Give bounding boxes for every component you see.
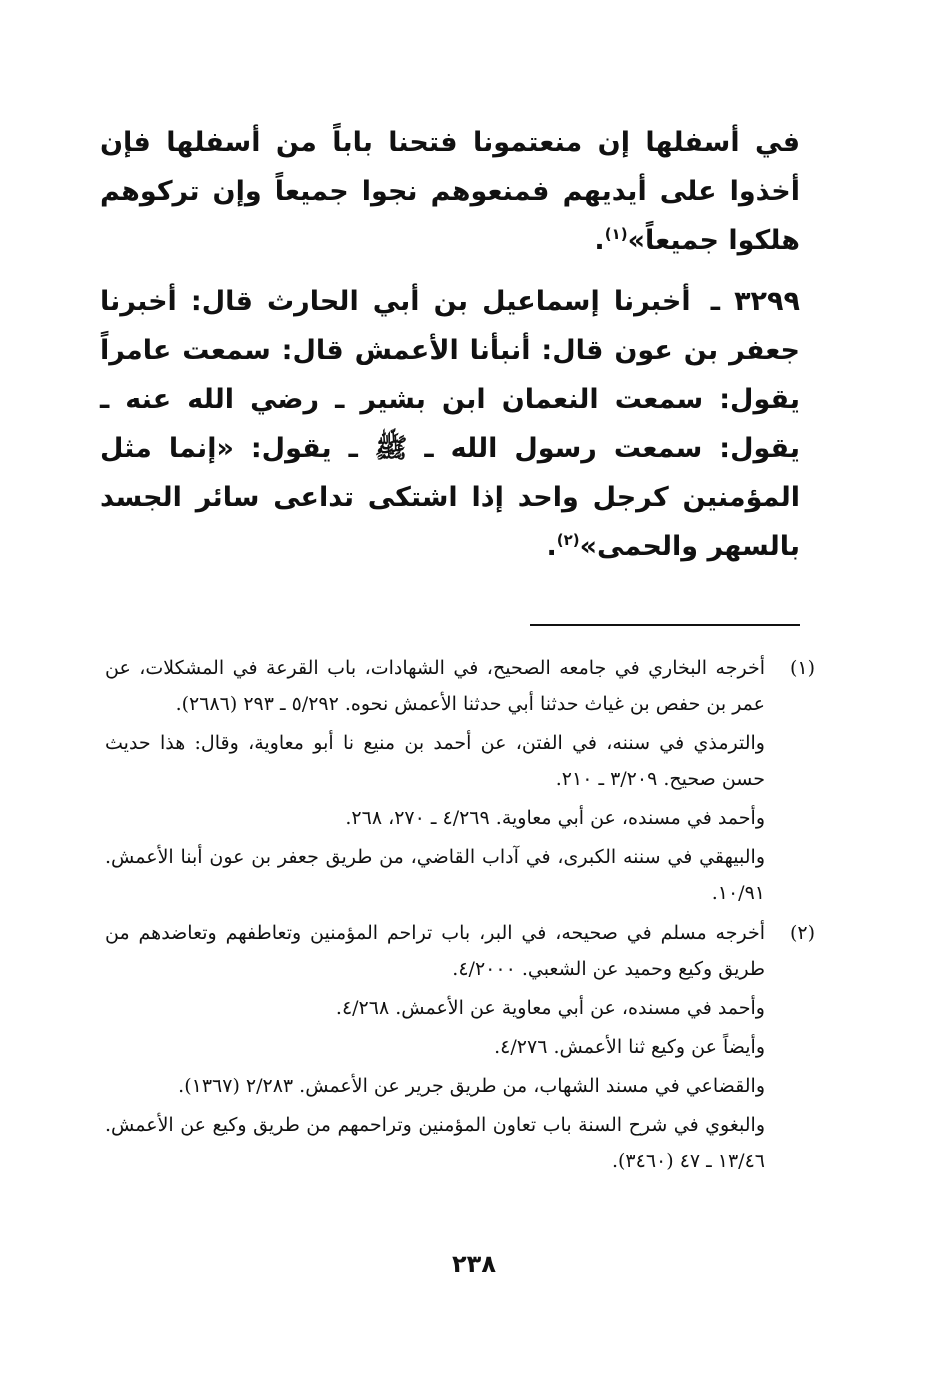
footnote-entry: والقضاعي في مسند الشهاب، من طريق جرير عن الأعمش. ٢/٢٨٣ (١٣٦٧). — [178, 1075, 765, 1097]
footnote-2 — [105, 915, 815, 1179]
footnote-entry: والترمذي في سننه، في الفتن، عن أحمد بن منيع نا أبو معاوية، وقال: هذا حديث حسن صحيح. ٣/٢٠٩ ـ ٢١٠. — [105, 732, 765, 790]
footnote-ref-2: (٢) — [556, 531, 580, 549]
footnote-entry: وأحمد في مسنده، عن أبي معاوية عن الأعمش. ٤/٢٦٨. — [335, 997, 765, 1019]
footnote-entry: وأحمد في مسنده، عن أبي معاوية. ٤/٢٦٩ ـ ٢٧٠، ٢٦٨. — [345, 807, 765, 829]
continuation-paragraph: في أسفلها إن منعتمونا فتحنا باباً من أسفلها فإن أخذوا على أيديهم فمنعوهم نجوا جميعاً وإن تركوهم هلكوا جميعاً»$^{(١)}$. — [100, 127, 800, 256]
main-text — [100, 118, 800, 571]
footnote-entry: أخرجه مسلم في صحيحه، في البر، باب تراحم المؤمنين وتعاطفهم وتعاضدهم من طريق وكيع وحميد عن الشعبي. ٤/٢٠٠٠. — [105, 922, 765, 980]
hadith-text: أخبرنا إسماعيل بن أبي الحارث قال: أخبرنا جعفر بن عون قال: أنبأنا الأعمش قال: سمعت عامراً يقول: سمعت النعمان ابن بشير ـ رضي الله عنه ـ يقول: سمعت رسول الله ـ ﷺ ـ يقول: «إنما مثل المؤمنين كرجل واحد إذا اشتكى تداعى سائر الجسد بالسهر والحمى» — [100, 286, 800, 562]
footnote-entry: والبغوي في شرح السنة باب تعاون المؤمنين وتراحمهم من طريق وكيع عن الأعمش. ١٣/٤٦ ـ ٤٧ (٣٤٦٠). — [105, 1114, 765, 1172]
hadith-number: ٣٢٩٩ ـ — [710, 286, 800, 317]
footnote-divider — [530, 624, 800, 626]
hadith-paragraph: ٣٢٩٩ ـ أخبرنا إسماعيل بن أبي الحارث قال: أخبرنا جعفر بن عون قال: أنبأنا الأعمش قال: سمعت عامراً يقول: سمعت النعمان ابن بشير ـ رضي الله عنه ـ يقول: سمعت رسول الله ـ ﷺ ـ يقول: «إنما مثل المؤمنين كرجل واحد إذا اشتكى تداعى سائر الجسد بالسهر والحمى»$^{(٢)}$. — [100, 286, 800, 562]
continuation-text: في أسفلها إن منعتمونا فتحنا باباً من أسفلها فإن أخذوا على أيديهم فمنعوهم نجوا جميعاً وإن تركوهم هلكوا جميعاً» — [100, 127, 800, 256]
footnote-entry: أخرجه البخاري في جامعه الصحيح، في الشهادات، باب القرعة في المشكلات، عن عمر بن حفص بن غياث حدثنا أبي حدثنا الأعمش نحوه. ٥/٢٩٢ ـ ٢٩٣ (٢٦٨٦). — [105, 657, 765, 715]
page-number: ٢٣٨ — [452, 1250, 496, 1278]
footnote-number: (٢) — [789, 922, 815, 944]
footnote-entry: وأيضاً عن وكيع ثنا الأعمش. ٤/٢٧٦. — [494, 1036, 765, 1058]
footnote-entry: والبيهقي في سننه الكبرى، في آداب القاضي، من طريق جعفر بن عون أبنا الأعمش. ١٠/٩١. — [105, 846, 765, 904]
footnotes — [105, 650, 815, 1183]
footnote-ref-1: (١) — [604, 225, 628, 243]
footnote-number: (١) — [789, 657, 815, 679]
footnote-1 — [105, 650, 815, 911]
